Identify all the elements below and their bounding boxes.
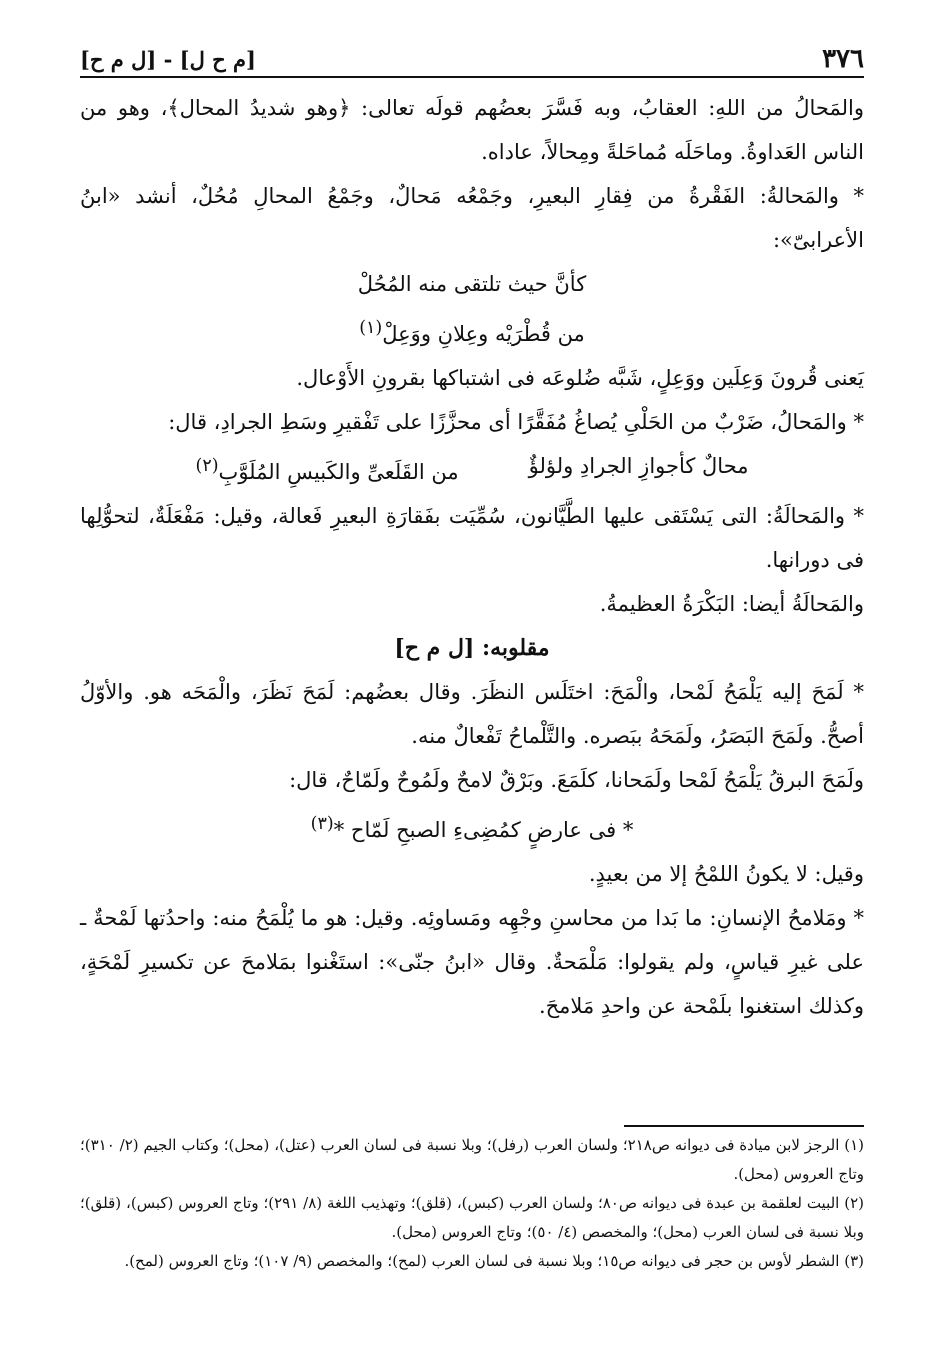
- verse-1-line-2: [80, 306, 864, 356]
- verse-2: [80, 444, 864, 494]
- main-text: [80, 86, 864, 1028]
- footnote-ref-3: (٣): [310, 814, 334, 834]
- verse-2-second-hemistich: [195, 444, 458, 494]
- section-heading: مقلوبه: [ل م ح]: [394, 635, 550, 661]
- paragraph-mahala-great-pulley: والمَحالَةُ أيضا: البَكْرَةُ العظيمةُ.: [599, 592, 864, 616]
- paragraph-lamaha: * لَمَحَ إليه يَلْمَحُ لَمْحا، والْمَحَ: اختَلَس النظَرَ. وقال بعضُهم: لَمَحَ نَظَرَ، والْمَحَه هو. والأوّلُ أصحُّ. ولَمَحَ البَصَرُ، ولَمَحَهُ ببَصره. والتَّلْماحُ تَفْعالٌ منه.: [80, 680, 864, 748]
- paragraph-malamih: * ومَلامحُ الإنسانِ: ما بَدا من محاسنِ وجْهِه ومَساوئِه. وقيل: هو ما يُلْمَحُ منه: واحدُتها لَمْحةٌ ـ على غيرِ قياسٍ، ولم يقولوا: مَلْمَحةٌ. وقال «ابنُ جنّى»: استَغْنوا بمَلامحَ عن تكسيرِ لَمْحَةٍ، وكذلك استغنوا بلَمْحة عن واحدِ مَلامحَ.: [80, 906, 864, 1018]
- footnote-2: (٢) البيت لعلقمة بن عبدة فى ديوانه ص٨٠؛ ولسان العرب (كبس)، (قلق)؛ وتهذيب اللغة (٨/ ٢٩١)؛ وتاج العروس (كبس)، (قلق)؛ وبلا نسبة فى لسان العرب (محل)؛ والمخصص (٤/ ٥٠)؛ وتاج العروس (محل).: [80, 1194, 864, 1241]
- footnote-separator: [624, 1125, 864, 1127]
- header-root-label: [م ح ل] - [ل م ح]: [80, 47, 256, 72]
- paragraph-mahal-punishment: والمَحالُ من اللهِ: العقابُ، وبه فَسَّرَ بعضُهم قولَه تعالى: ﴿وهو شديدُ المحال﴾، وهو من الناس العَداوةُ. وماحَلَه مُماحَلةً ومِحالاً، عاداه.: [80, 96, 864, 164]
- verse-2-first-hemistich: محالٌ كأجوازِ الجرادِ ولؤلؤٌ: [528, 454, 749, 478]
- verse-1-line-2-text: من قُطْرَيْه وعِلانِ ووَعِلْ: [382, 322, 585, 346]
- paragraph-lightning: ولَمَحَ البرقُ يَلْمَحُ لَمْحا ولَمَحانا، كلَمَعَ. وبَرْقٌ لامحٌ ولَمُوحٌ ولَمّاحٌ، قال:: [289, 768, 864, 792]
- verse-2-second-hemistich-text: من القَلَعىِّ والكَبيسِ المُلَوَّبِ: [218, 460, 459, 484]
- page-header: [80, 36, 864, 78]
- paragraph-mahala-pulley: * والمَحالَةُ: التى يَسْتَقى عليها الطَّيَّانون، سُمِّيَت بفَقارَةِ البعيرِ فَعالة، وقيل: مَفْعَلَةٌ، لتحوُّلِها فى دورانها.: [80, 504, 864, 572]
- page-number: ٣٧٦: [822, 44, 864, 74]
- footnote-3: (٣) الشطر لأوس بن حجر فى ديوانه ص١٥؛ وبلا نسبة فى لسان العرب (لمح)؛ والمخصص (٩/ ١٠٧)؛ وتاج العروس (لمح).: [124, 1252, 864, 1270]
- paragraph-mahal-ornament: * والمَحالُ، ضَرْبٌ من الحَلْىِ يُصاغُ مُفَقَّرًا أى محزَّزًا على تَفْقيرِ وسَطِ الجرادِ، قال:: [168, 410, 864, 434]
- paragraph-verse-explanation: يَعنى قُرونَ وَعِلَين ووَعِلٍ، شَبَّه ضُلوعَه فى اشتباكها بقرونِ الأَوْعال.: [296, 366, 864, 390]
- footnotes: [80, 1125, 864, 1276]
- footnote-ref-2: (٢): [195, 456, 219, 476]
- verse-3: [80, 802, 864, 852]
- footnote-ref-1: (١): [359, 318, 383, 338]
- verse-3-text: * فى عارضٍ كمُضِىءِ الصبحِ لَمّاح *: [333, 818, 634, 842]
- paragraph-lamh-distance: وقيل: لا يكونُ اللمْحُ إلا من بعيدٍ.: [588, 862, 864, 886]
- paragraph-mahala-vertebra: * والمَحالةُ: الفَقْرةُ من فِقارِ البعيرِ، وجَمْعُه مَحالٌ، وجَمْعُ المحالِ مُحُلٌ، أنشد «ابنُ الأعرابىّ»:: [80, 184, 864, 252]
- verse-1-line-1: كأنَّ حيث تلتقى منه المُحُلْ: [357, 272, 587, 296]
- footnote-1: (١) الرجز لابن ميادة فى ديوانه ص٢١٨؛ ولسان العرب (رفل)؛ وبلا نسبة فى لسان العرب (عتل)، (محل)؛ وكتاب الجيم (٢/ ٣١٠)؛ وتاج العروس (محل).: [80, 1136, 865, 1183]
